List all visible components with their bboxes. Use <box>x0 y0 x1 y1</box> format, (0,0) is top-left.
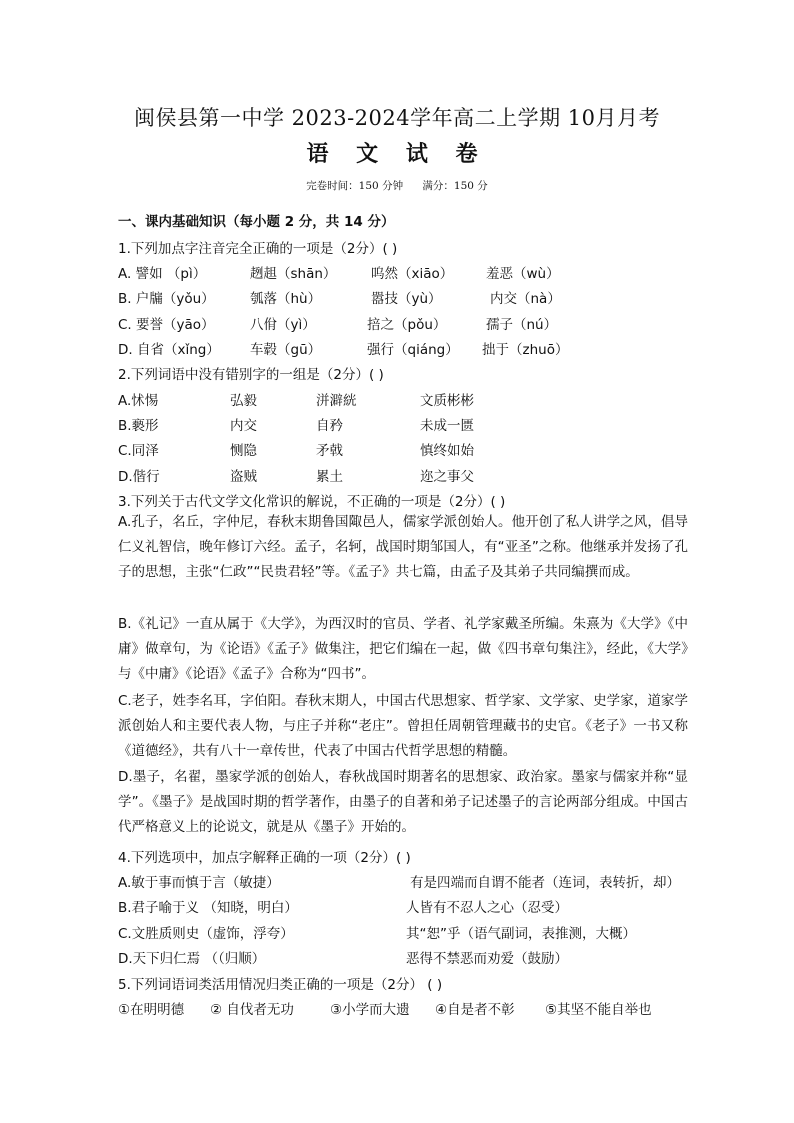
exam-score: 满分：150 分 <box>422 180 488 192</box>
q3-option-d: D.墨子，名翟，墨家学派的创始人，春秋战国时期著名的思想家、政治家。墨家与儒家并称“显学”。《墨子》是战国时期的哲学著作，由墨子的自著和弟子记述墨子的言论两部分组成。中国古代严格意义上的论说文，就是从《墨子》开始的。 <box>118 769 688 835</box>
q4-option-b-2: 人皆有不忍人之心（忍受） <box>406 900 568 916</box>
q2-option-d-4: 迩之事父 <box>420 469 474 485</box>
q1-option-c-1: C. 要誉（yāo） <box>118 317 215 333</box>
q1-option-d-4: 拙于（zhuō） <box>482 342 569 358</box>
q1-option-a-2: 趔趄（shān） <box>250 266 337 282</box>
q4-option-a-1: A.敏于事而慎于言（敏捷） <box>118 875 280 891</box>
q1-option-b-1: B. 户牖（yǒu） <box>118 291 215 307</box>
q1-option-b-4: 内交（nà） <box>490 291 561 307</box>
q2-option-d-2: 盗贼 <box>230 469 257 485</box>
q1-option-b-2: 瓠落（hù） <box>250 291 322 307</box>
q3-option-a: A.孔子，名丘，字仲尼，春秋末期鲁国陬邑人，儒家学派创始人。他开创了私人讲学之风，倡导仁义礼智信，晚年修订六经。孟子，名轲，战国时期邹国人，有“亚圣”之称。他继承并发扬了孔子的思想，主张“仁政”“民贵君轻”等。《孟子》共七篇，由孟子及其弟子共同编撰而成。 <box>118 514 688 580</box>
exam-meta <box>0 178 794 193</box>
q2-option-a-3: 洴澼絖 <box>316 393 357 409</box>
q1-option-d-3: 强行（qiáng） <box>367 342 459 358</box>
q4-option-c-1: C.文胜质则史（虚饰，浮夸） <box>118 926 294 942</box>
q3-option-b: B.《礼记》一直从属于《大学》，为西汉时的官员、学者、礼学家戴圣所编。朱熹为《大学》《中庸》做章句，为《论语》《孟子》做集注，把它们编在一起，做《四书章句集注》，经此，《大学》与《中庸》《论语》《孟子》合称为“四书”。 <box>118 616 688 682</box>
q5-stem: 5.下列词语词类活用情况归类正确的一项是（2分） ( ) <box>118 977 443 993</box>
section-heading: 一、课内基础知识（每小题 2 分，共 14 分） <box>118 214 395 230</box>
q1-option-a-4: 羞恶（wù） <box>486 266 560 282</box>
q3-stem: 3.下列关于古代文学文化常识的解说，不正确的一项是（2分）( ) <box>118 494 506 510</box>
q2-option-b-1: B.褻形 <box>118 418 159 434</box>
q5-item-3: ③小学而大遗 <box>330 1002 410 1018</box>
q2-option-b-3: 自矜 <box>316 418 343 434</box>
q4-option-d-1: D.天下归仁焉 （（归顺） <box>118 951 266 967</box>
q4-option-d-2: 恶得不禁恶而劝爱（鼓励） <box>406 951 568 967</box>
q2-option-b-4: 未成一匮 <box>420 418 474 434</box>
q1-stem: 1.下列加点字注音完全正确的一项是（2分）( ) <box>118 241 398 257</box>
q5-item-1: ①在明明德 <box>118 1002 185 1018</box>
q1-option-d-2: 车毂（gū） <box>250 342 322 358</box>
q1-option-c-3: 掊之（pǒu） <box>367 317 447 333</box>
q5-item-2: ② 自伐者无功 <box>210 1002 294 1018</box>
q3-option-c: C.老子，姓李名耳，字伯阳。春秋末期人，中国古代思想家、哲学家、文学家、史学家，道家学派创始人和主要代表人物，与庄子并称“老庄”。曾担任周朝管理藏书的史官。《老子》一书又称《道德经》，共有八十一章传世，代表了中国古代哲学思想的精髓。 <box>118 693 688 759</box>
q4-stem: 4.下列选项中，加点字解释正确的一项（2分）( ) <box>118 850 411 866</box>
q4-option-b-1: B.君子喻于义 （知晓，明白） <box>118 900 298 916</box>
exam-time: 完卷时间：150 分钟 <box>306 180 404 192</box>
q2-option-c-1: C.同泽 <box>118 443 159 459</box>
q2-stem: 2.下列词语中没有错别字的一组是（2分）( ) <box>118 367 384 383</box>
q5-item-5: ⑤其坚不能自举也 <box>545 1002 652 1018</box>
exam-title: 闽侯县第一中学 2023-2024学年高二上学期 10月月考 <box>133 106 661 130</box>
q2-option-b-2: 内交 <box>230 418 257 434</box>
q1-option-a-1: A. 譬如 （pì） <box>118 266 207 282</box>
q1-option-a-3: 呜然（xiāo） <box>371 266 454 282</box>
q5-item-4: ④自是者不彰 <box>435 1002 515 1018</box>
q1-option-d-1: D. 自省（xǐng） <box>118 342 220 358</box>
q2-option-d-3: 累土 <box>316 469 343 485</box>
q1-option-c-4: 孺子（nú） <box>486 317 558 333</box>
q2-option-a-2: 弘毅 <box>230 393 257 409</box>
exam-subtitle: 语 文 试 卷 <box>306 141 488 167</box>
q1-option-b-3: 嚣技（yù） <box>371 291 442 307</box>
q2-option-d-1: D.偕行 <box>118 469 160 485</box>
q4-option-c-2: 其“恕”乎（语气副词，表推测，大概） <box>406 926 636 942</box>
q1-option-c-2: 八佾（yì） <box>250 317 316 333</box>
q2-option-c-2: 恻隐 <box>230 443 257 459</box>
q2-option-c-4: 慎终如始 <box>420 443 474 459</box>
q2-option-a-1: A.怵惕 <box>118 393 159 409</box>
q4-option-a-2: 有是四端而自谓不能者（连词，表转折，却） <box>410 875 680 891</box>
q2-option-a-4: 文质彬彬 <box>420 393 474 409</box>
q2-option-c-3: 矛戟 <box>316 443 343 459</box>
